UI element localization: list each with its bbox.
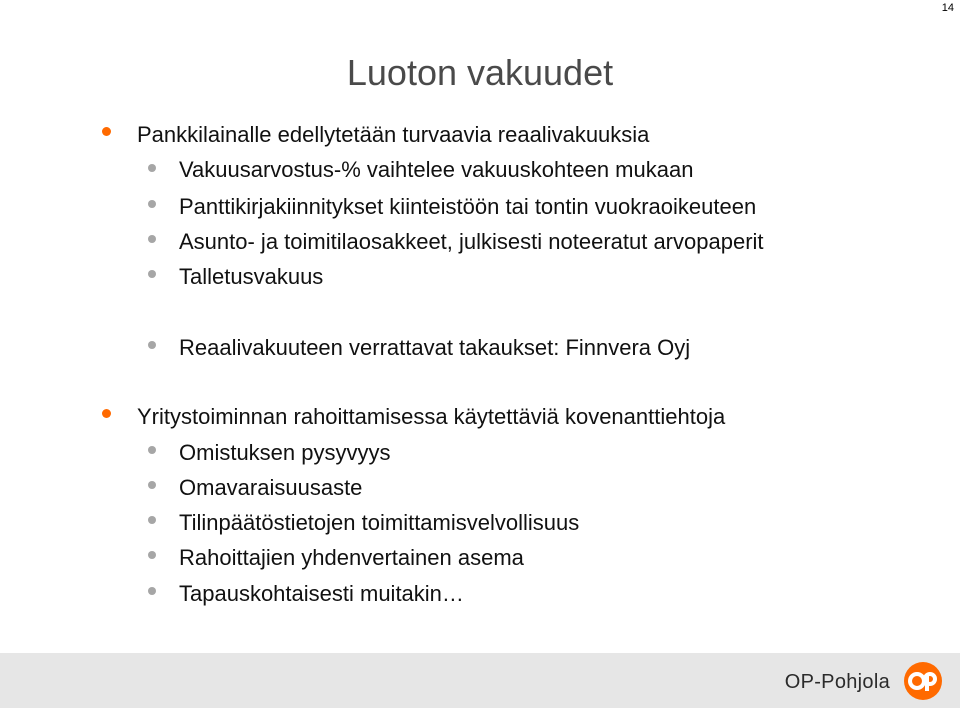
sub-bullet-item: Asunto- ja toimitilaosakkeet, julkisesti noteeratut arvopaperit: [179, 229, 764, 254]
sub-bullet-marker: [148, 516, 156, 524]
page-title: Luoton vakuudet: [346, 52, 614, 93]
sub-bullet-item: Rahoittajien yhdenvertainen asema: [179, 545, 524, 570]
bullet-item: Yritystoiminnan rahoittamisessa käytettäviä kovenanttiehtoja: [137, 404, 726, 429]
bullet-marker: [102, 409, 111, 418]
sub-bullet-marker: [148, 270, 156, 278]
sub-bullet-item: Tilinpäätöstietojen toimittamisvelvollisuus: [179, 510, 580, 535]
sub-bullet-marker: [148, 200, 156, 208]
sub-bullet-marker: [148, 587, 156, 595]
sub-bullet-marker: [148, 341, 156, 349]
slide-number: 14: [941, 2, 954, 14]
sub-bullet-item: Omistuksen pysyvyys: [179, 440, 391, 465]
sub-bullet-marker: [148, 481, 156, 489]
bullet-item: Pankkilainalle edellytetään turvaavia reaalivakuuksia: [137, 122, 650, 147]
sub-bullet-item: Omavaraisuusaste: [179, 475, 363, 500]
footer-bar: [0, 653, 960, 708]
sub-bullet-marker: [148, 551, 156, 559]
bullet-marker: [102, 127, 111, 136]
sub-bullet-item: Panttikirjakiinnitykset kiinteistöön tai tontin vuokraoikeuteen: [179, 194, 757, 219]
brand-name: OP-Pohjola: [784, 671, 890, 693]
sub-bullet-marker: [148, 164, 156, 172]
sub-bullet-marker: [148, 235, 156, 243]
sub-bullet-item: Reaalivakuuteen verrattavat takaukset: Finnvera Oyj: [179, 335, 691, 360]
op-logo-icon: [903, 661, 943, 701]
sub-bullet-item: Vakuusarvostus-% vaihtelee vakuuskohteen mukaan: [179, 157, 694, 182]
sub-bullet-item: Talletusvakuus: [179, 264, 324, 289]
sub-bullet-item: Tapauskohtaisesti muitakin…: [179, 581, 464, 606]
sub-bullet-marker: [148, 446, 156, 454]
